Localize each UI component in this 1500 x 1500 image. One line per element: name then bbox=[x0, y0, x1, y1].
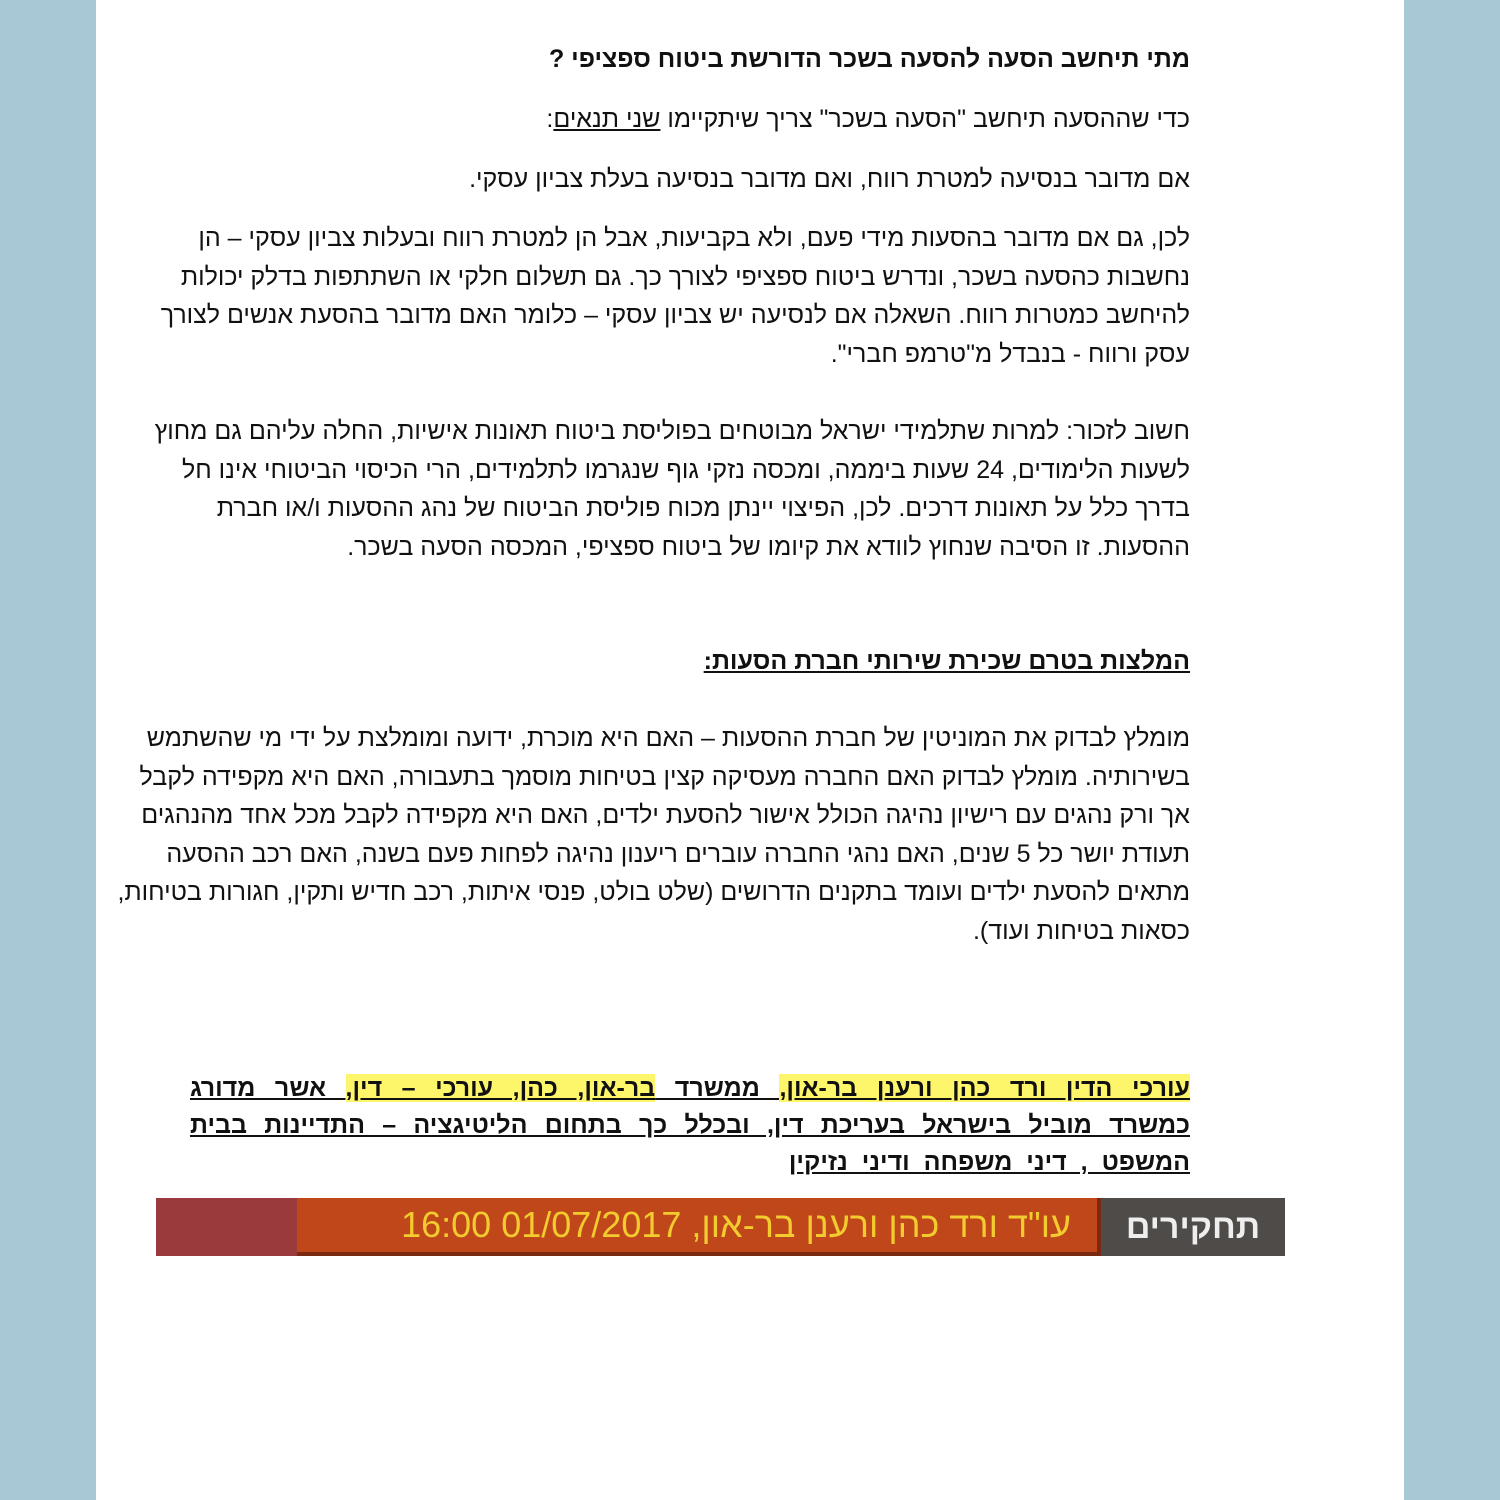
intro-text: כדי שההסעה תיחשב "הסעה בשכר" צריך שיתקיימו bbox=[660, 105, 1190, 133]
credit-highlight-names: עורכי הדין ורד כהן ורענן בר-און, bbox=[779, 1074, 1191, 1102]
paragraph-profit: לכן, גם אם מדובר בהסעות מידי פעם, ולא בקביעות, אבל הן למטרת רווח ובעלות צביון עסקי – הן נחשבות כהסעה בשכר, ונדרש ביטוח ספציפי לצורך כך. גם תשלום חלקי או השתתפות בדלק יכולות להיחשב כמטרות רווח. השאלה אם לנסיעה יש צביון עסקי – כלומר האם מדובר בהסעת אנשים לצורך עסק ורווח - בנבדל מ"טרמפ חברי". bbox=[160, 224, 1190, 368]
footer-category: תחקירים bbox=[1125, 1207, 1261, 1246]
credit-highlight-firm: בר-און, כהן, עורכי – דין, bbox=[345, 1074, 656, 1102]
author-credit bbox=[190, 1070, 1190, 1181]
conditions-paragraph: אם מדובר בנסיעה למטרת רווח, ואם מדובר בנסיעה בעלת צביון עסקי. bbox=[469, 165, 1190, 193]
footer-byline: עו"ד ורד כהן ורענן בר-און, 01/07/2017 16:00 bbox=[401, 1204, 1071, 1245]
intro-paragraph bbox=[216, 100, 1190, 139]
credit-mid: ממשרד bbox=[655, 1074, 780, 1102]
article-heading: מתי תיחשב הסעה להסעה בשכר הדורשת ביטוח ספציפי ? bbox=[548, 45, 1190, 73]
recommendations-title: המלצות בטרם שכירת שירותי חברת הסעות: bbox=[703, 647, 1190, 675]
footer-category-tag[interactable] bbox=[1097, 1198, 1285, 1256]
footer-bar bbox=[156, 1198, 1285, 1256]
document-page bbox=[96, 0, 1404, 1500]
footer-byline-box bbox=[297, 1198, 1097, 1256]
paragraph-insurance: חשוב לזכור: למרות שתלמידי ישראל מבוטחים בפוליסת ביטוח תאונות אישיות, החלה עליהם גם מחוץ לשעות הלימודים, 24 שעות ביממה, ומכסה נזקי גוף שנגרמו לתלמידים, הרי הכיסוי הביטוחי אינו חל בדרך כלל על תאונות דרכים. לכן, הפיצוי יינתן מכוח פוליסת הביטוח של נהג ההסעות ו/או חברת ההסעות. זו הסיבה שנחוץ לוודא את קיומו של ביטוח ספציפי, המכסה הסעה בשכר. bbox=[154, 417, 1190, 561]
intro-colon: : bbox=[546, 105, 554, 133]
intro-underlined: שני תנאים bbox=[553, 105, 661, 133]
credit-rest: אשר מדורג כמשרד מוביל בישראל בעריכת דין, ובכלל כך בתחום הליטיגציה – התדיינות בבית המשפט , דיני משפחה ודיני נזיקין bbox=[190, 1074, 1190, 1176]
footer-accent bbox=[156, 1198, 297, 1256]
paragraph-recommendations: מומלץ לבדוק את המוניטין של חברת ההסעות – האם היא מוכרת, ידועה ומומלצת על ידי מי שהשתמש בשירותיה. מומלץ לבדוק האם החברה מעסיקה קצין בטיחות מוסמך בתעבורה, האם היא מקפידה לקבל אך ורק נהגים עם רישיון נהיגה הכולל אישור להסעת ילדים, האם היא מקפידה לקבל מכל אחד מהנהגים תעודת יושר כל 5 שנים, האם נהגי החברה עוברים ריענון נהיגה לפחות פעם בשנה, האם רכב ההסעה מתאים להסעת ילדים ועומד בתקנים הדרושים (שלט בולט, פנסי איתות, רכב חדיש ותקין, חגורות בטיחות, כסאות בטיחות ועוד). bbox=[117, 724, 1190, 945]
